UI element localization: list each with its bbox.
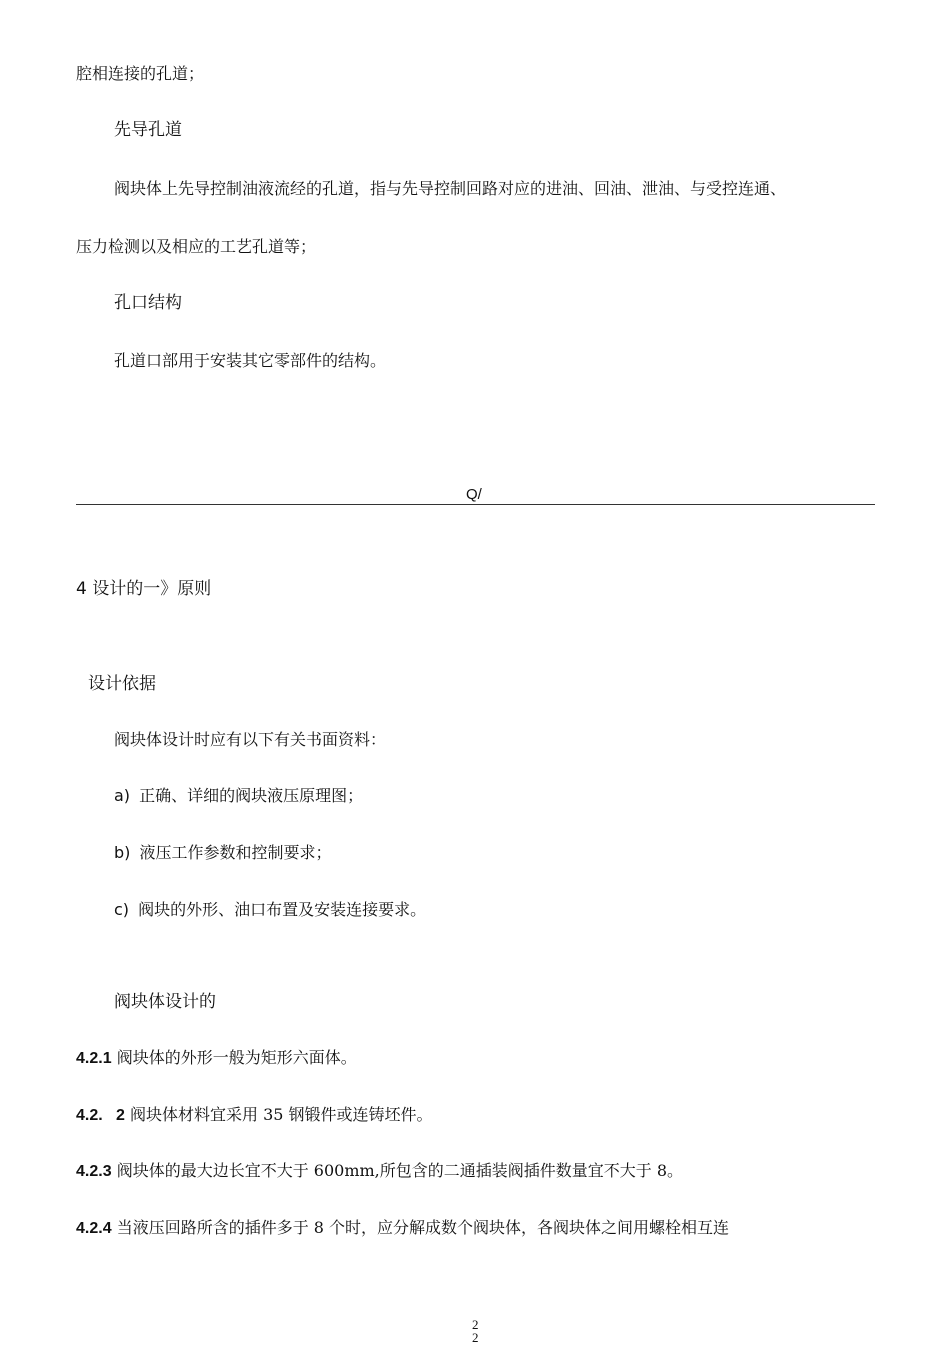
term-body-pilot-hole-line-1: 阀块体上先导控制油液流经的孔道，指与先导控制回路对应的进油、回油、泄油、与受控连通、	[114, 179, 787, 198]
clause	[76, 1105, 433, 1126]
term-title-orifice-structure: 孔口结构	[114, 293, 182, 313]
clause-text: 当液压回路所含的插件多于 8 个时，应分解成数个阀块体，各阀块体之间用螺栓相互连	[116, 1218, 730, 1237]
term-title-pilot-hole: 先导孔道	[114, 120, 182, 140]
page-number-digit: 2	[472, 1330, 479, 1345]
section-title-design-basis: 设计依据	[88, 674, 156, 694]
chapter-title: 4 设计的一》原则	[76, 579, 212, 599]
list-item-text: 阀块的外形、油口布置及安装连接要求。	[138, 900, 427, 919]
clause-text: 阀块体的外形一般为矩形六面体。	[116, 1048, 357, 1067]
list-item	[114, 786, 363, 806]
page-number-digit: 2	[472, 1317, 479, 1332]
list-item-marker: c)	[114, 900, 130, 919]
clause-number: 4.2.1	[76, 1050, 112, 1067]
list-item-text: 正确、详细的阀块液压原理图；	[139, 786, 364, 805]
list-item-marker: a)	[114, 786, 131, 805]
clause-number: 4.2.4	[76, 1220, 112, 1237]
section-title-block-design: 阀块体设计的	[114, 992, 216, 1012]
clause-text: 阀块体材料宜采用 35 钢锻件或连铸坯件。	[130, 1105, 433, 1124]
paragraph-fragment: 腔相连接的孔道；	[76, 64, 205, 83]
list-item-text: 液压工作参数和控制要求；	[139, 843, 332, 862]
design-basis-intro: 阀块体设计时应有以下有关书面资料：	[114, 730, 387, 749]
list-item	[114, 843, 332, 863]
clause	[76, 1218, 729, 1239]
running-header-mark: Q/	[466, 486, 482, 503]
list-item-marker: b)	[114, 843, 131, 862]
clause-number: 4.2. 2	[76, 1107, 125, 1124]
clause	[76, 1161, 683, 1182]
header-rule	[76, 504, 875, 505]
clause-text: 阀块体的最大边长宜不大于 600mm,所包含的二通插装阀插件数量宜不大于 8。	[116, 1161, 684, 1180]
term-body-pilot-hole-line-2: 压力检测以及相应的工艺孔道等；	[76, 237, 317, 256]
clause	[76, 1048, 357, 1069]
list-item	[114, 900, 426, 920]
term-body-orifice-structure: 孔道口部用于安装其它零部件的结构。	[114, 351, 387, 370]
clause-number: 4.2.3	[76, 1163, 112, 1180]
